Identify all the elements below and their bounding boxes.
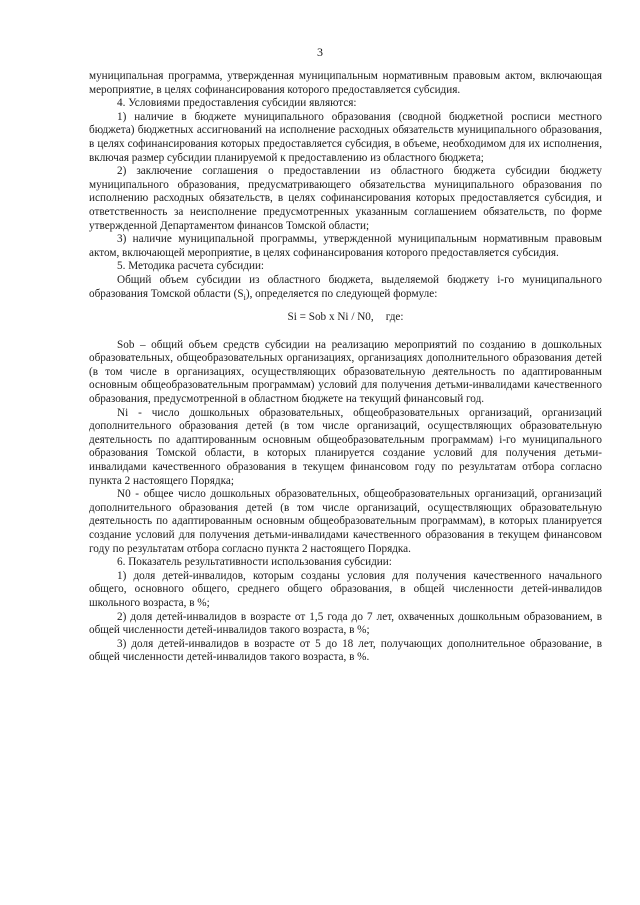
calculation-intro [89,274,602,301]
page-number: 3 [317,45,323,59]
subscript-i: i [243,292,246,302]
calculation-intro-end: ), определяется по следующей формуле: [245,287,438,300]
indicator-2: 2) доля детей-инвалидов в возрасте от 1,5 года до 7 лет, охваченных дошкольным образованием, в общей численности детей-инвалидов такого возраста, в %; [89,610,602,637]
paragraph-program-continued: муниципальная программа, утвержденная муниципальным нормативным правовым актом, включающая мероприятие, в целях софинансирования которого предоставляется субсидия. [89,70,602,96]
condition-3: 3) наличие муниципальной программы, утвержденной муниципальным нормативным правовым актом, включающей мероприятие, в целях софинансирования которого предоставляется субсидия. [89,233,602,259]
section-4-heading: 4. Условиями предоставления субсидии являются: [117,97,357,110]
definition-sob: Sob – общий объем средств субсидии на реализацию мероприятий по созданию в дошкольных образовательных, общеобразовательных организациях, организациях дополнительного образования детей (в том числе в организациях, осуществляющих образовательную деятельность по адаптированным основным общеобразовательным программам) условий для получения детьми-инвалидами качественного образования, предусмотренной в областном бюджете на текущий финансовый год. [89,338,602,406]
indicator-3: 3) доля детей-инвалидов в возрасте от 5 до 18 лет, получающих дополнительное образование, в общей численности детей-инвалидов такого возраста, в %. [89,637,602,664]
formula-where: где: [385,311,404,324]
formula [89,311,602,325]
indicator-1: 1) доля детей-инвалидов, которым созданы условия для получения качественного начального общего, основного общего, среднего общего образования, в общей численности детей-инвалидов школьного возраста, в %; [89,569,602,609]
definition-n0: N0 - общее число дошкольных образовательных, общеобразовательных организаций, организаций дополнительного образования детей (в том числе организаций, осуществляющих образовательную деятельность по адаптированным основным общеобразовательным программам), в которых планируется создание условий для получения детьми-инвалидами качественного образования в текущем финансовом году по результатам отбора согласно пункта 2 настоящего Порядка. [89,488,602,555]
condition-2: 2) заключение соглашения о предоставлении из областного бюджета субсидии бюджету муниципального образования, предусматривающего обязательства муниципального образования по исполнению расходных обязательств, в целях софинансирования которых предоставляется субсидия, и ответственность за неисполнение предусмотренных указанным соглашением обязательств, по форме утвержденной Департаментом финансов Томской области; [89,165,602,232]
definition-ni: Ni - число дошкольных образовательных, общеобразовательных организаций, организаций дополнительного образования детей (в том числе организаций, осуществляющих образовательную деятельность по адаптированным основным общеобразовательным программам) i-го муниципального образования Томской области, в которых планируется создание условий для получения детьми-инвалидами качественного образования в текущем финансовом году по результатам отбора согласно пункта 2 настоящего Порядка; [89,406,602,487]
section-6-heading: 6. Показатель результативности использования субсидии: [117,556,392,569]
formula-expression: Si = Sob x Ni / N0, [287,311,374,324]
condition-1: 1) наличие в бюджете муниципального образования (сводной бюджетной росписи местного бюджета) бюджетных ассигнований на исполнение расходных обязательств муниципального образования, в целях софинансирования которых предоставляется субсидия, в объеме, необходимом для их исполнения, включая размер субсидии планируемой к предоставлению из областного бюджета; [89,110,602,164]
section-5-heading: 5. Методика расчета субсидии: [117,260,265,273]
document-body [89,70,602,665]
calculation-intro-text: Общий объем субсидии из областного бюджета, выделяемой бюджету i-го муниципального образования Томской области (S [89,273,602,300]
